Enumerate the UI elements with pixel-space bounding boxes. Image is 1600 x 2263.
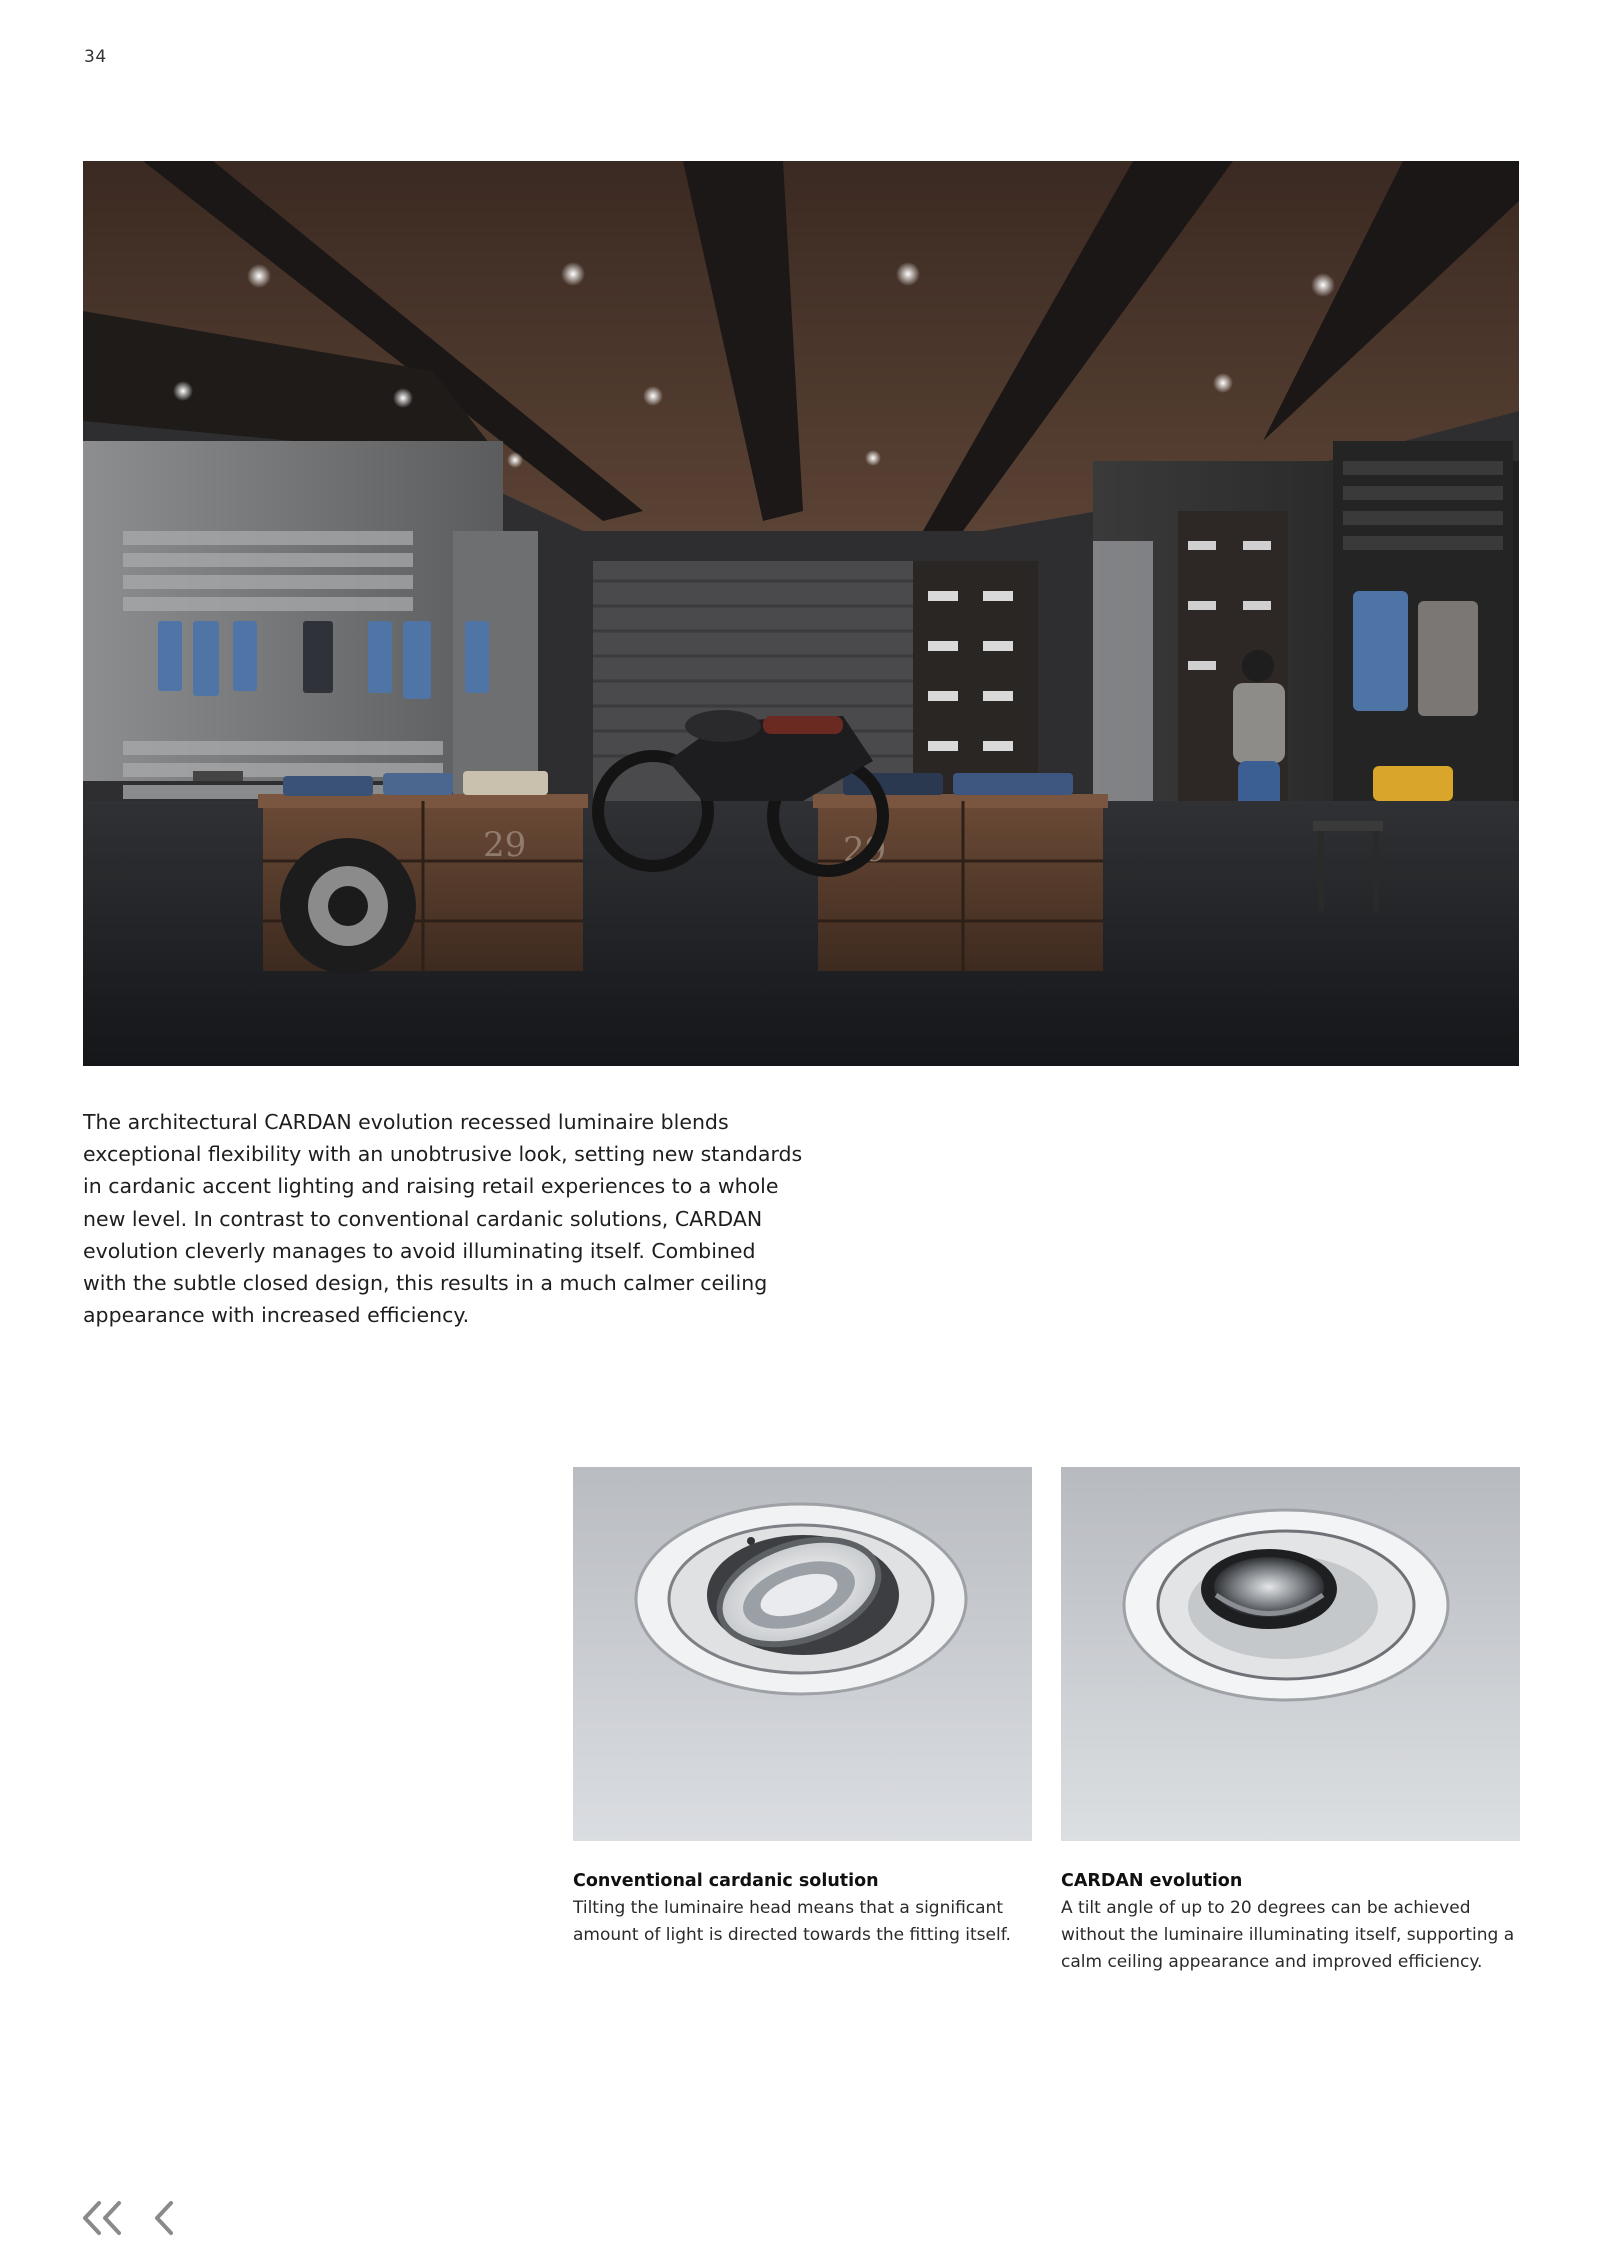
figure-caption: A tilt angle of up to 20 degrees can be achieved without the luminaire illuminating itself, supporting a calm ceiling appearance and improved efficiency.: [1061, 1898, 1515, 1972]
figure-title: Conventional cardanic solution: [573, 1871, 879, 1891]
intro-paragraph: The architectural CARDAN evolution recessed luminaire blends exceptional flexibility with an unobtrusive look, setting new standards in cardanic accent lighting and raising retail experiences to a whole new level. In contrast to conventional cardanic solutions, CARDAN evolution cleverly manages to avoid illuminating itself. Combined with the subtle closed design, this results in a much calmer ceiling appearance with increased efficiency.: [83, 1110, 803, 1328]
cardan-evolution-luminaire-image: [1061, 1467, 1520, 1841]
double-chevron-left-icon: [80, 2200, 126, 2236]
previous-page-button[interactable]: [152, 2198, 178, 2238]
figure-title: CARDAN evolution: [1061, 1871, 1243, 1891]
figure-conventional: [573, 1467, 1032, 1949]
figure-cardan-evolution: [1061, 1467, 1520, 1976]
hero-image: [83, 161, 1519, 1066]
conventional-luminaire-image: [573, 1467, 1032, 1841]
chevron-left-icon: [152, 2200, 178, 2236]
page-number: 34: [84, 47, 107, 67]
svg-text:29: 29: [483, 825, 527, 865]
first-page-button[interactable]: [80, 2198, 126, 2238]
figure-caption: Tilting the luminaire head means that a significant amount of light is directed towards the fitting itself.: [573, 1898, 1011, 1945]
svg-text:29: 29: [843, 830, 887, 870]
